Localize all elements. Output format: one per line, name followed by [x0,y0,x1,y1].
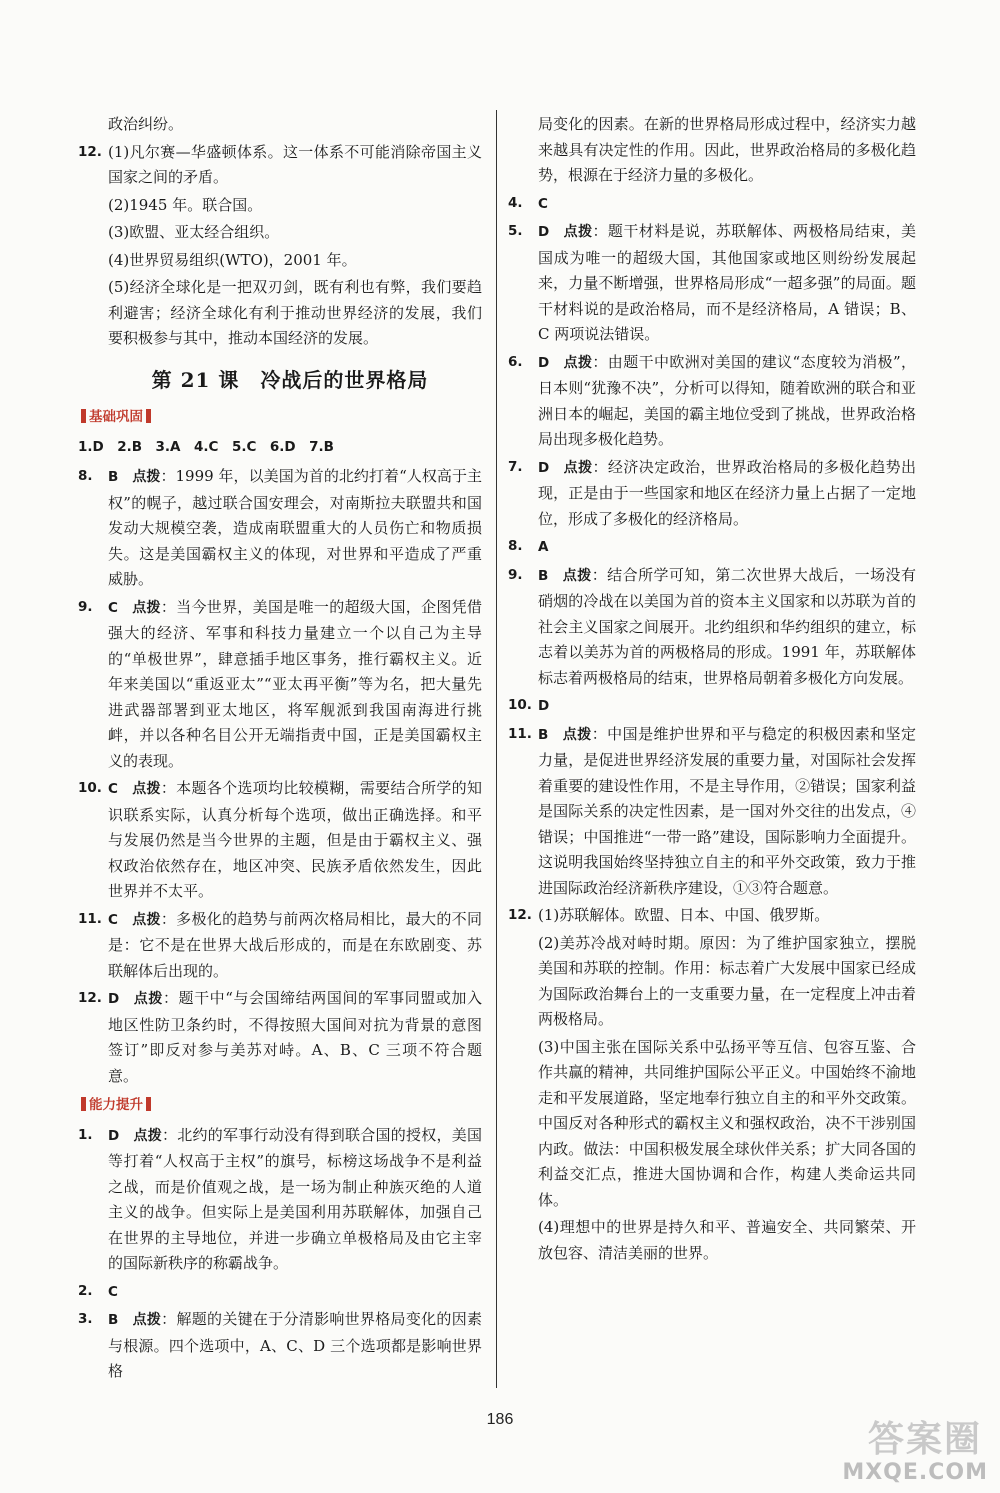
answer-number: 11. [78,910,102,927]
answer-number: 9. [78,598,93,615]
answer-number: 1. [78,1126,93,1143]
hint-label: 点拨 [563,224,593,240]
watermark-logo [818,1407,988,1485]
section-bar-icon [146,1097,151,1111]
answer-part: (3)中国主张在国际关系中弘扬平等互信、包容互鉴、合作共赢的精神，共同维护国际公平正义。中国始终不渝地走和平发展道路，坚定地奉行独立自主的和平外交政策。中国反对各种形式的霸权主义和强权政治，决不干涉别国内政。做法：中国积极发展全球伙伴关系；扩大同各国的利益交汇点，推进大国协调和合作，构建人类命运共同体。 [538,1037,916,1209]
answer-item [78,595,482,775]
answer-list-basic [78,464,482,1089]
answer-part: (1)苏联解体。欧盟、日本、中国、俄罗斯。 [538,906,830,924]
answer-part: (4)理想中的世界是持久和平、普遍安全、共同繁荣、开放包容、清洁美丽的世界。 [538,1218,916,1262]
answer-list-right [508,191,916,902]
hint-label: 点拨 [133,991,163,1007]
answer-choice: D [538,224,550,240]
section-bar-icon [146,409,151,423]
answer-12-prev [78,140,482,191]
answer-item [78,907,482,985]
answer-item [508,455,916,533]
answer-explanation: ：解题的关键在于分清影响世界格局变化的因素与根源。四个选项中，A、C、D 三个选项都是影响世界格 [108,1310,482,1380]
answer-choice: B [538,726,549,743]
answer-choice: C [108,1283,118,1300]
watermark-text: 答案圈 [867,1419,982,1460]
answer-number: 7. [508,458,523,475]
answer-choice: A [538,539,549,555]
hint-label: 点拨 [131,781,161,797]
answer-part: (2)1945 年。联合国。 [108,195,263,214]
hint-label: 点拨 [131,911,161,928]
hint-label: 点拨 [562,567,592,584]
answer-part: (2)美苏冷战对峙时期。原因：为了维护国家独立，摆脱美国和苏联的控制。作用：标志着广大发展中国家已经成为国际政治舞台上的一支重要力量，在一定程度上冲击着两极格局。 [538,933,916,1028]
section-heading-basic: 基础巩固 [78,405,482,431]
section-bar-icon [81,409,86,423]
answer-number: 10. [508,697,532,713]
page-number: 186 [486,1411,514,1428]
answer-choice: B [108,1312,119,1328]
hint-label: 点拨 [131,599,161,616]
hint-label: 点拨 [563,354,593,371]
answer-choice: B [538,567,549,584]
answer-item [78,1279,482,1306]
section-bar-icon [81,1097,86,1111]
answer-choice: D [538,698,550,714]
answer-number: 5. [508,223,523,239]
hint-label: 点拨 [132,469,161,485]
watermark-domain: MXQE.COM [842,1460,988,1485]
answer-item [78,464,482,593]
answer-number: 12. [78,990,102,1006]
answer-explanation: ：题干材料是说，苏联解体、两极格局结束，美国成为唯一的超级大国，其他国家或地区则纷纷发展起来，力量不断增强，世界格局形成“一超多强”的局面。题干材料说的是政治格局，而不是经济格局，A 错误；B、C 两项说法错误。 [538,222,916,343]
left-column [78,112,482,1387]
answer-item [78,1123,482,1277]
hint-label: 点拨 [132,1312,162,1328]
answer-choice: C [108,781,118,797]
answer-choice: B [108,469,119,485]
answer-item [78,776,482,905]
answer-explanation: ：由题干中欧洲对美国的建议“态度较为消极”，日本则“犹豫不决”，分析可以得知，随着欧洲的联合和亚洲日本的崛起，美国的霸主地位受到了挑战，世界政治格局出现多极化趋势。 [538,352,917,448]
continued-answer: 局变化的因素。在新的世界格局形成过程中，经济实力越来越具有决定性的作用。因此，世界政治格局的多极化趋势，根源在于经济力量的多极化。 [538,115,916,184]
answer-part: (5)经济全球化是一把双刃剑，既有利也有弊，我们要趋利避害；经济全球化有利于推动世界经济的发展，我们要积极参与其中，推动本国经济的发展。 [108,278,482,347]
answer-explanation: ：1999 年，以美国为首的北约打着“人权高于主权”的幌子，越过联合国安理会，对南斯拉夫联盟共和国发动大规模空袭，造成南联盟重大的人员伤亡和物质损失。这是美国霸权主义的体现，对世界和平造成了严重威胁。 [108,467,482,588]
answer-item [508,534,916,561]
answer-explanation: ：本题各个选项均比较模糊，需要结合所学的知识联系实际，认真分析每个选项，做出正确选择。和平与发展仍然是当今世界的主题，但是由于霸权主义、强权政治依然存在，地区冲突、民族矛盾依然发生，因此世界并不太平。 [108,779,482,900]
answer-item [78,1307,482,1385]
answer-item [508,350,916,453]
answer-choice: C [108,911,118,928]
answer-choice: C [538,195,548,212]
answer-number: 3. [78,1311,93,1327]
lesson-title: 第 21 课 冷战后的世界格局 [151,367,429,392]
hint-label: 点拨 [133,1127,162,1144]
answer-explanation: ：当今世界，美国是唯一的超级大国，企图凭借强大的经济、军事和科技力量建立一个以自己为主导的“单极世界”，肆意插手地区事务，推行霸权主义。近年来美国以“重返亚太”“亚太再平衡”等为名，把大量先进武器部署到亚太地区，将军舰派到我国南海进行挑衅，并以各种名目公开无端指责中国，正是美国霸权主义的表现。 [108,597,482,770]
answer-number: 8. [78,468,93,484]
answer-number: 12. [508,907,532,923]
right-column [508,112,916,1268]
answer-item [508,219,916,348]
answer-list-advanced [78,1123,482,1385]
multiple-choice-answers: 1.D 2.B 3.A 4.C 5.C 6.D 7.B [78,438,334,455]
answer-explanation: ：经济决定政治，世界政治格局的多极化趋势出现，正是由于一些国家和地区在经济力量上占据了一定地位，形成了多极化的经济格局。 [538,457,916,528]
answer-number: 11. [508,725,532,742]
answer-explanation: ：结合所学可知，第二次世界大战后，一场没有硝烟的冷战在以美国为首的资本主义国家和以苏联为首的社会主义国家之间展开。北约组织和华约组织的建立，标志着以美苏为首的两极格局的形成。1991 年，苏联解体标志着两极格局的结束，世界格局朝着多极化方向发展。 [538,565,916,687]
answer-number: 4. [508,194,523,211]
answer-explanation: ：北约的军事行动没有得到联合国的授权，美国等打着“人权高于主权”的旗号，标榜这场战争不是利益之战，而是价值观之战，是一场为制止种族灭绝的人道主义的战争。但实际上是美国利用苏联解体，加强自己在世界的主导地位，并进一步确立单极格局及由它主宰的国际新秩序的称霸战争。 [108,1125,483,1272]
answer-choice: D [538,459,550,476]
answer-number: 6. [508,353,523,370]
answer-choice: D [108,1127,120,1144]
answer-explanation: ：题干中“与会国缔结两国间的军事同盟或加入地区性防卫条约时，不得按照大国间对抗为背景的意图签订”即反对参与美苏对峙。A、B、C 三项不符合题意。 [108,989,483,1085]
answer-number: 8. [508,538,523,554]
answer-number: 10. [78,780,102,796]
answer-number: 9. [508,566,523,583]
answer-explanation: ：中国是维护世界和平与稳定的积极因素和坚定力量，是促进世界经济发展的重要力量，对国际社会发挥着重要的建设性作用，不是主导作用，②错误；国家利益是国际关系的决定性因素，是一国对外交往的出发点，④错误；中国推进“一带一路”建设，国际影响力全面提升。这说明我国始终坚持独立自主的和平外交政策，致力于推进国际政治经济新秩序建设，①③符合题意。 [538,724,916,897]
answer-choice: D [538,354,550,371]
section-heading-advanced: 能力提升 [78,1093,482,1119]
answer-choice: C [108,599,118,616]
column-divider [496,110,497,1388]
answer-12 [508,903,916,929]
answer-explanation: ：多极化的趋势与前两次格局相比，最大的不同是：它不是在世界大战后形成的，而是在东欧剧变、苏联解体后出现的。 [108,909,482,980]
answer-part: (4)世界贸易组织(WTO)，2001 年。 [108,250,357,269]
hint-label: 点拨 [562,726,592,743]
answer-number: 2. [78,1282,93,1299]
hint-label: 点拨 [563,459,593,476]
answer-item [508,191,916,218]
answer-choice: D [108,991,120,1007]
answer-number: 12. [78,143,102,160]
answer-item [508,693,916,720]
answer-item [508,722,916,902]
prev-answer-tail: 政治纠纷。 [108,115,184,133]
answer-part: (3)欧盟、亚太经合组织。 [108,223,280,241]
answer-item [508,563,916,692]
answer-item [78,986,482,1089]
answer-part: (1)凡尔赛—华盛顿体系。这一体系不可能消除帝国主义国家之间的矛盾。 [108,142,482,186]
